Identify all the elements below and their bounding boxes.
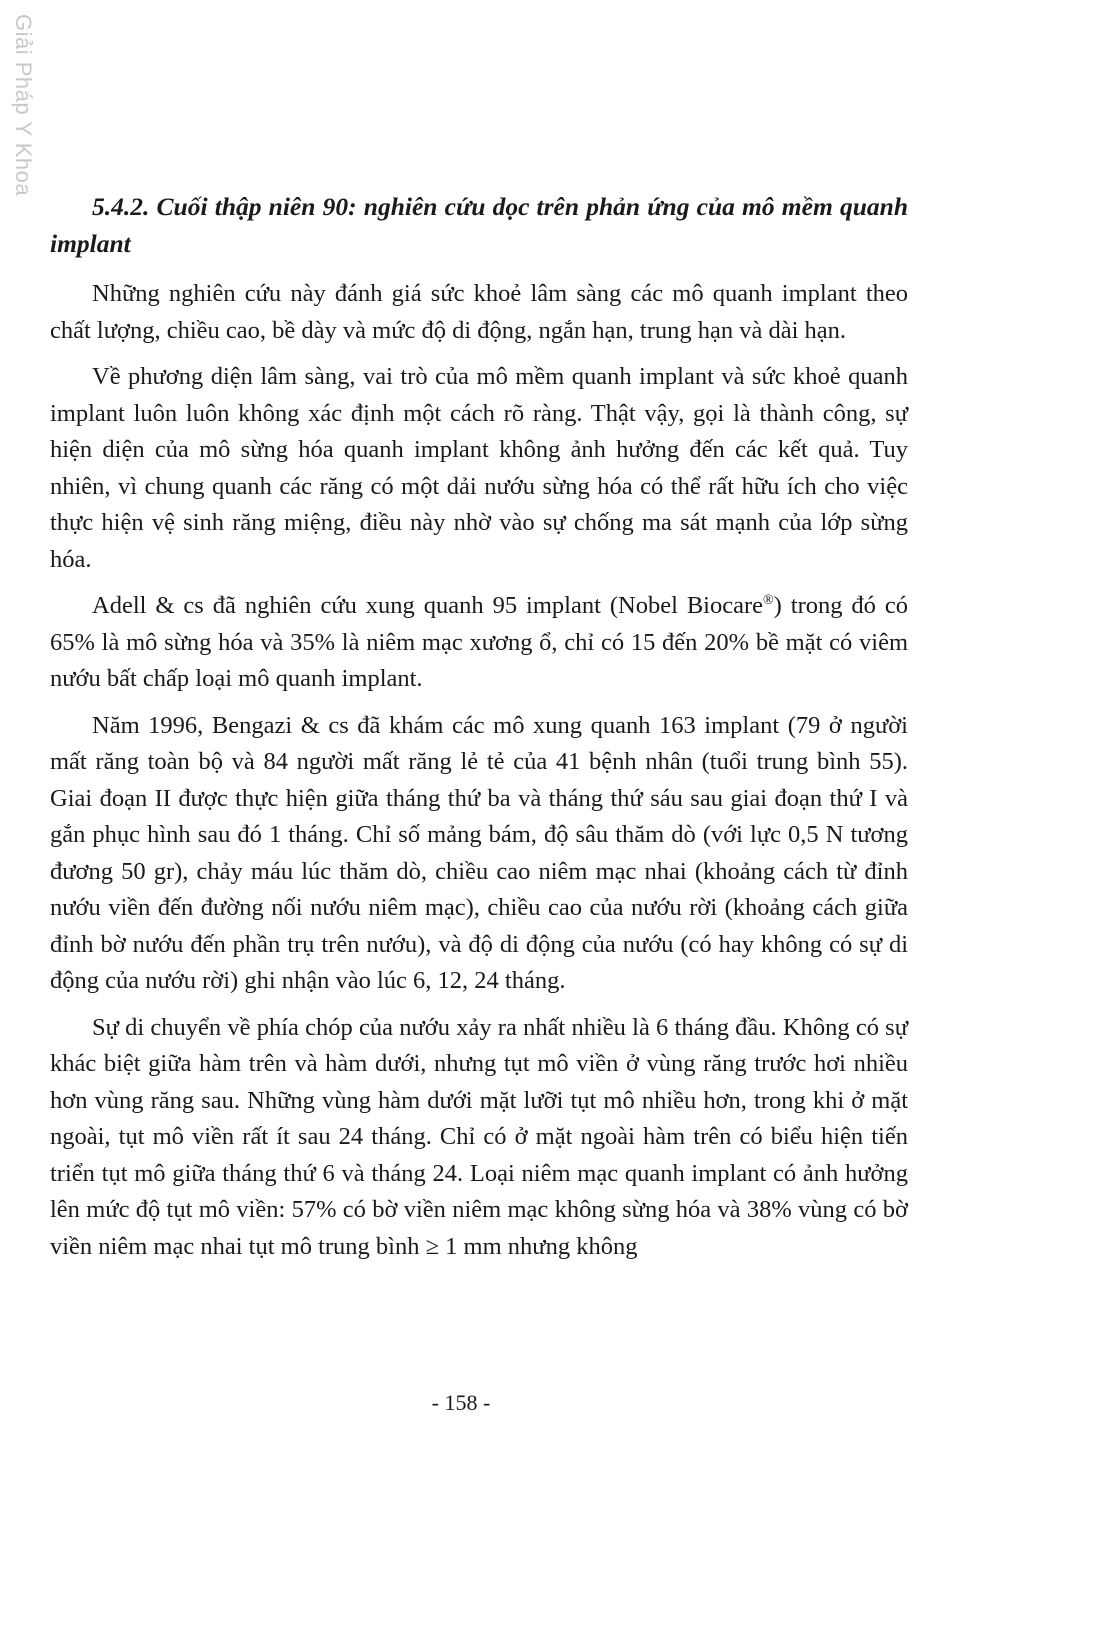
page-number: - 158 - — [431, 1390, 491, 1415]
paragraph-3 — [50, 588, 908, 698]
watermark-text: Giải Pháp Y Khoa — [11, 14, 36, 197]
page-content — [50, 188, 908, 1275]
paragraph-1: Những nghiên cứu này đánh giá sức khoẻ lâm sàng các mô quanh implant theo chất lượng, chiều cao, bề dày và mức độ di động, ngắn hạn, trung hạn và dài hạn. — [50, 280, 908, 344]
paragraph-5: Sự di chuyển về phía chóp của nướu xảy ra nhất nhiều là 6 tháng đầu. Không có sự khác biệt giữa hàm trên và hàm dưới, nhưng tụt mô viền ở vùng răng trước hơi nhiều hơn vùng răng sau. Những vùng hàm dưới mặt lưỡi tụt mô nhiều hơn, trong khi ở mặt ngoài, tụt mô viền rất ít sau 24 tháng. Chỉ có ở mặt ngoài hàm trên có biểu hiện tiến triển tụt mô giữa tháng thứ 6 và tháng 24. Loại niêm mạc quanh implant có ảnh hưởng lên mức độ tụt mô viền: 57% có bờ viền niêm mạc không sừng hóa và 38% vùng có bờ viền niêm mạc nhai tụt mô trung bình ≥ 1 mm nhưng không — [50, 1013, 908, 1260]
registered-mark: ® — [763, 592, 774, 608]
paragraph-2: Về phương diện lâm sàng, vai trò của mô mềm quanh implant và sức khoẻ quanh implant luôn luôn không xác định một cách rõ ràng. Thật vậy, gọi là thành công, sự hiện diện của mô sừng hóa quanh implant không ảnh hưởng đến các kết quả. Tuy nhiên, vì chung quanh các răng có một dải nướu sừng hóa có thể rất hữu ích cho việc thực hiện vệ sinh răng miệng, điều này nhờ vào sự chống ma sát mạnh của lớp sừng hóa. — [50, 363, 908, 573]
paragraph-3-text-after: ) trong đó có 65% là mô sừng hóa và 35% là niêm mạc xương ổ, chỉ có 15 đến 20% bề mặt có viêm nướu bất chấp loại mô quanh implant. — [50, 592, 909, 692]
section-heading: 5.4.2. Cuối thập niên 90: nghiên cứu dọc trên phản ứng của mô mềm quanh implant — [50, 192, 908, 258]
paragraph-3-text-before: Adell & cs đã nghiên cứu xung quanh 95 implant (Nobel Biocare — [92, 592, 764, 619]
paragraph-4: Năm 1996, Bengazi & cs đã khám các mô xung quanh 163 implant (79 ở người mất răng toàn bộ và 84 người mất răng lẻ tẻ của 41 bệnh nhân (tuổi trung bình 55). Giai đoạn II được thực hiện giữa tháng thứ ba và tháng thứ sáu sau giai đoạn thứ I và gắn phục hình sau đó 1 tháng. Chỉ số mảng bám, độ sâu thăm dò (với lực 0,5 N tương đương 50 gr), chảy máu lúc thăm dò, chiều cao niêm mạc nhai (khoảng cách từ đỉnh nướu viền đến đường nối nướu niêm mạc), chiều cao của nướu rời (khoảng cách giữa đỉnh bờ nướu đến phần trụ trên nướu), và độ di động của nướu (có hay không có sự di động của nướu rời) ghi nhận vào lúc 6, 12, 24 tháng. — [50, 711, 908, 994]
